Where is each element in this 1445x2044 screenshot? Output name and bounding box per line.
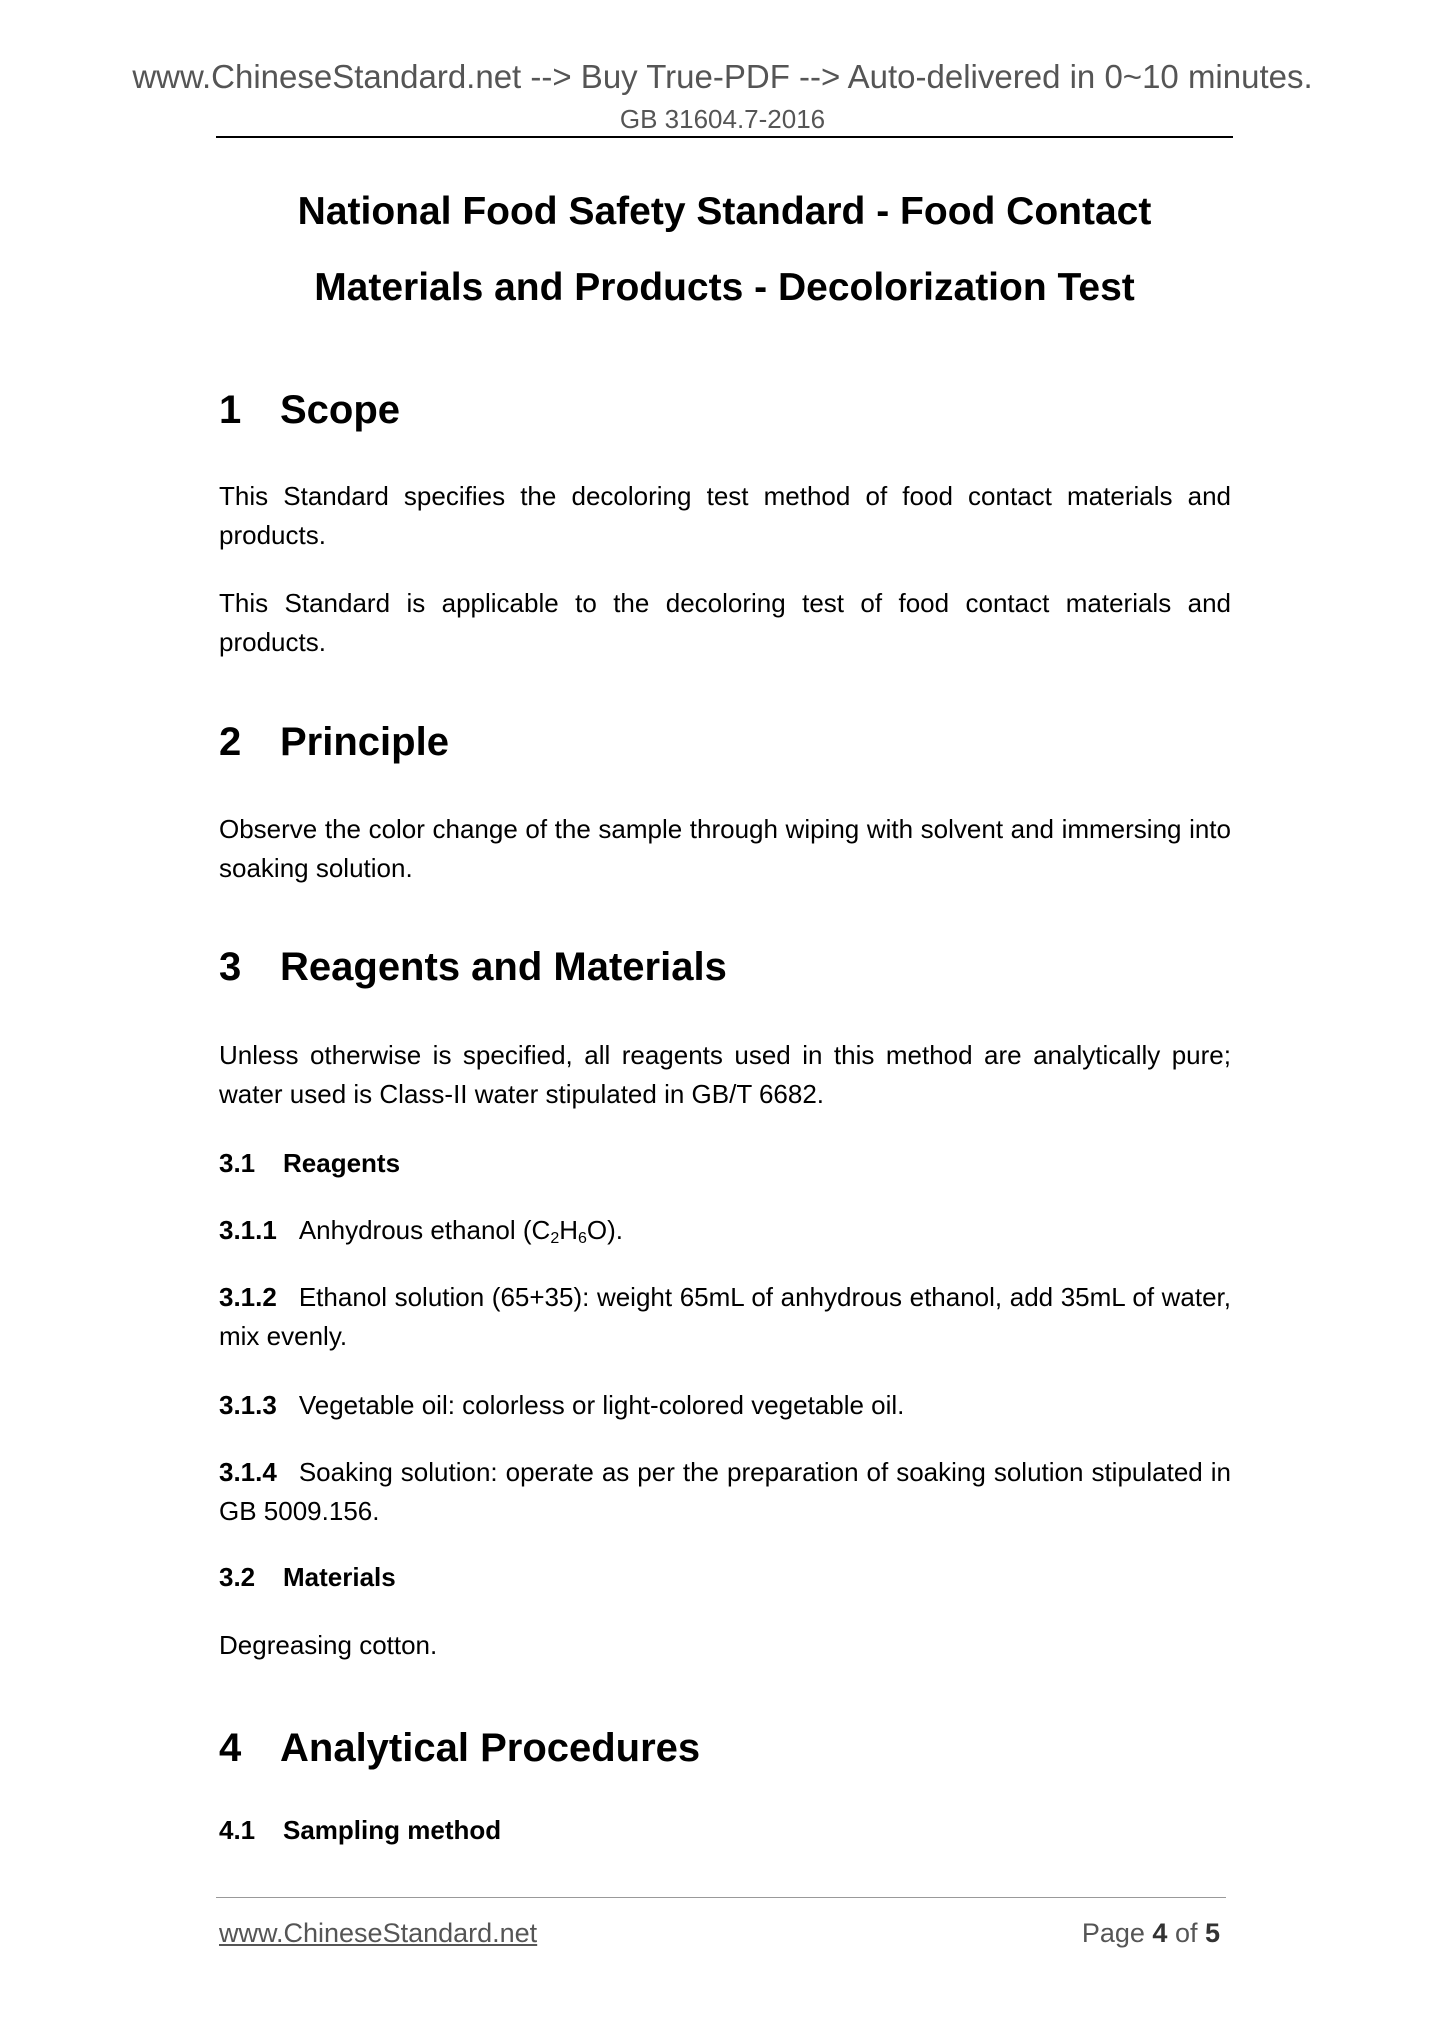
section-heading-scope xyxy=(219,388,400,433)
section-number: 1 xyxy=(219,388,242,432)
scope-paragraph-1: This Standard specifies the decoloring test method of food contact materials and products. xyxy=(219,481,1231,550)
subsection-number: 3.1 xyxy=(219,1148,256,1178)
clause-text: Soaking solution: operate as per the preparation of soaking solution stipulated in GB 5009.156. xyxy=(219,1457,1231,1526)
subsection-heading-sampling xyxy=(219,1815,501,1846)
current-page-number: 4 xyxy=(1152,1918,1168,1948)
subsection-title: Reagents xyxy=(283,1148,401,1178)
footer-website-link[interactable]: www.ChineseStandard.net xyxy=(219,1918,538,1948)
standard-code: GB 31604.7-2016 xyxy=(619,104,826,134)
clause-number: 3.1.1 xyxy=(219,1215,277,1245)
clause-text: Ethanol solution (65+35): weight 65mL of anhydrous ethanol, add 35mL of water, mix evenly. xyxy=(219,1282,1231,1351)
clause-number: 3.1.2 xyxy=(219,1282,277,1312)
clause-3-1-3 xyxy=(219,1386,1231,1425)
section-number: 4 xyxy=(219,1726,242,1770)
clause-number: 3.1.4 xyxy=(219,1457,277,1487)
subsection-title: Sampling method xyxy=(283,1815,502,1845)
section-title: Scope xyxy=(280,388,401,432)
subsection-heading-materials xyxy=(219,1562,396,1593)
principle-paragraph: Observe the color change of the sample through wiping with solvent and immersing into soaking solution. xyxy=(219,814,1231,883)
section-number: 3 xyxy=(219,945,242,989)
section-heading-reagents-materials xyxy=(219,945,727,990)
subsection-number: 4.1 xyxy=(219,1815,256,1845)
header-divider xyxy=(216,136,1233,138)
section-title: Principle xyxy=(280,720,449,764)
subsection-title: Materials xyxy=(283,1562,396,1592)
page-indicator: Page 4 of 5 xyxy=(1081,1918,1220,1948)
section-heading-principle xyxy=(219,720,449,765)
section-title: Reagents and Materials xyxy=(280,945,727,989)
subsection-heading-reagents xyxy=(219,1148,400,1179)
section-number: 2 xyxy=(219,720,242,764)
section-heading-procedures xyxy=(219,1726,700,1771)
materials-paragraph: Degreasing cotton. xyxy=(219,1630,438,1660)
total-pages-number: 5 xyxy=(1204,1918,1220,1948)
clause-number: 3.1.3 xyxy=(219,1390,277,1420)
clause-text: Anhydrous ethanol $(C_2H_6O)$. xyxy=(298,1215,624,1247)
reagents-intro-paragraph: Unless otherwise is specified, all reagents used in this method are analytically pure; water used is Class-II water stipulated in GB/T 6682. xyxy=(219,1040,1231,1109)
document-title-line-1: National Food Safety Standard - Food Contact xyxy=(297,190,1152,233)
subsection-number: 3.2 xyxy=(219,1562,256,1592)
section-title: Analytical Procedures xyxy=(280,1726,701,1770)
clause-text: Vegetable oil: colorless or light-colored vegetable oil. xyxy=(298,1390,905,1420)
clause-3-1-4 xyxy=(219,1453,1231,1531)
header-banner: www.ChineseStandard.net --> Buy True-PDF --> Auto-delivered in 0~10 minutes. xyxy=(132,58,1313,95)
scope-paragraph-2: This Standard is applicable to the decoloring test of food contact materials and products. xyxy=(219,588,1231,657)
clause-3-1-1 xyxy=(219,1211,1231,1250)
footer-divider xyxy=(216,1897,1226,1898)
document-title-line-2: Materials and Products - Decolorization Test xyxy=(314,266,1135,309)
clause-3-1-2 xyxy=(219,1278,1231,1356)
